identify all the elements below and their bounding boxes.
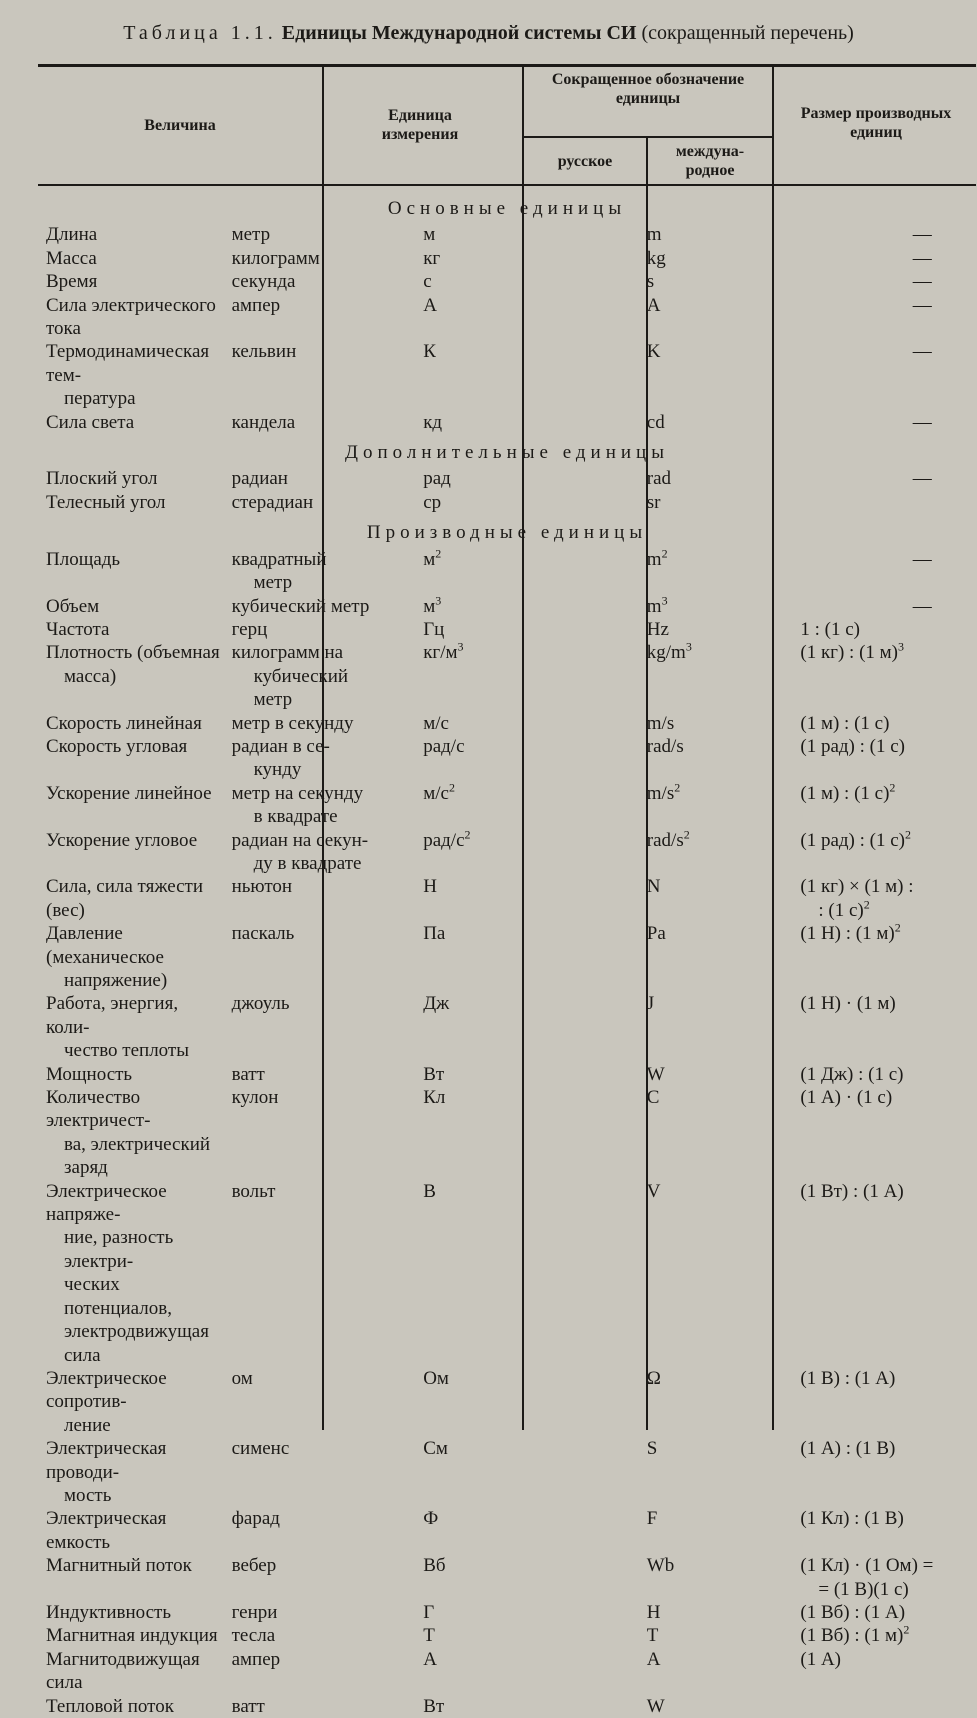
russian-abbrev-cell: с bbox=[423, 271, 432, 293]
russian-abbrev-cell: Кл bbox=[423, 1087, 446, 1109]
section-title: Дополнительные единицы bbox=[345, 442, 669, 464]
quantity-cell: Плотность (объемная масса) bbox=[46, 642, 220, 687]
unit-cell: кубический метр bbox=[231, 595, 370, 617]
table-row bbox=[38, 875, 976, 922]
russian-abbrev-cell: Вт bbox=[423, 1063, 445, 1085]
header-abbrev: Сокращенное обозначение единицы bbox=[551, 71, 745, 107]
table-row bbox=[38, 641, 976, 711]
dimension-cell: — bbox=[912, 595, 932, 617]
header-unit: Единица измерения bbox=[381, 107, 459, 143]
table-title-suffix: (сокращенный перечень) bbox=[641, 22, 854, 44]
dimension-cell: (1 В) : (1 А) bbox=[800, 1367, 896, 1389]
dimension-cell bbox=[788, 491, 976, 514]
russian-abbrev-cell: рад/$с^2$ bbox=[423, 827, 471, 851]
header-russian: русское bbox=[557, 153, 613, 170]
quantity-cell: Термодинамическая тем- пература bbox=[46, 341, 210, 410]
unit-cell: квадратный метр bbox=[231, 548, 327, 594]
table-row bbox=[38, 829, 976, 876]
table-title bbox=[0, 22, 977, 45]
russian-abbrev-cell: Вт bbox=[423, 1695, 445, 1717]
international-abbrev-cell: $m^2$ bbox=[646, 546, 668, 570]
russian-abbrev-cell: $м^2$ bbox=[423, 546, 442, 570]
russian-abbrev-cell: м bbox=[423, 224, 436, 246]
quantity-cell: Масса bbox=[46, 247, 97, 269]
quantity-cell: Электрическое сопротив- ление bbox=[46, 1367, 167, 1436]
unit-cell: ампер bbox=[231, 1648, 281, 1670]
unit-cell: ватт bbox=[231, 1695, 265, 1717]
international-abbrev-cell: A bbox=[646, 294, 661, 316]
international-abbrev-cell: K bbox=[646, 341, 661, 363]
table-row bbox=[38, 548, 976, 595]
table-number: Таблица 1.1. bbox=[123, 22, 277, 44]
quantity-cell: Ускорение линейное bbox=[46, 782, 212, 804]
dimension-cell: (1 кг) : (1 м)$^3$ bbox=[800, 639, 905, 664]
russian-abbrev-cell: Па bbox=[423, 923, 446, 945]
dimension-cell: (1 м) : (1 с) bbox=[800, 712, 890, 734]
dimension-cell: 1 : (1 с) bbox=[800, 618, 860, 640]
quantity-cell: Время bbox=[46, 271, 98, 293]
unit-cell: сименс bbox=[231, 1438, 290, 1460]
quantity-cell: Давление (механическое напряжение) bbox=[46, 923, 168, 991]
international-abbrev-cell: $m^3$ bbox=[646, 593, 668, 617]
russian-abbrev-cell: ср bbox=[423, 491, 442, 513]
dimension-cell: (1 Вб) : (1 А) bbox=[800, 1601, 906, 1623]
table-row bbox=[38, 294, 976, 341]
quantity-cell: Скорость линейная bbox=[46, 712, 202, 734]
quantity-cell: Тепловой поток bbox=[46, 1695, 174, 1717]
russian-abbrev-cell: Н bbox=[423, 876, 437, 898]
unit-cell: паскаль bbox=[231, 923, 295, 945]
international-abbrev-cell: J bbox=[646, 993, 655, 1015]
abbrev-sub-rule bbox=[524, 136, 772, 138]
dimension-cell: (1 Н) · (1 м) bbox=[800, 993, 896, 1015]
table-row bbox=[38, 782, 976, 829]
table-row bbox=[38, 595, 976, 618]
international-abbrev-cell: s bbox=[646, 271, 655, 293]
unit-cell: килограмм bbox=[231, 247, 320, 269]
unit-cell: радиан bbox=[231, 468, 288, 490]
international-abbrev-cell: W bbox=[646, 1695, 665, 1717]
international-abbrev-cell: rad/$s^2$ bbox=[646, 827, 690, 851]
russian-abbrev-cell: В bbox=[423, 1180, 436, 1202]
quantity-cell: Магнитная индукция bbox=[46, 1625, 218, 1647]
dimension-cell: (1 Кл) : (1 В) bbox=[800, 1508, 904, 1530]
table-row bbox=[38, 1367, 976, 1437]
international-abbrev-cell: m/s bbox=[646, 712, 675, 734]
unit-cell: вебер bbox=[231, 1555, 277, 1577]
quantity-cell: Плоский угол bbox=[46, 468, 158, 490]
table-row bbox=[38, 467, 976, 490]
international-abbrev-cell: F bbox=[646, 1508, 658, 1530]
quantity-cell: Индуктивность bbox=[46, 1601, 172, 1623]
dimension-cell: (1 Н) : (1 м)$^2$ bbox=[800, 920, 901, 945]
russian-abbrev-cell: См bbox=[423, 1438, 448, 1460]
international-abbrev-cell: H bbox=[646, 1601, 661, 1623]
dimension-cell: — bbox=[912, 247, 932, 269]
unit-cell: радиан на секун- ду в квадрате bbox=[231, 829, 369, 874]
international-abbrev-cell: $kg/m^3$ bbox=[646, 639, 692, 664]
quantity-cell: Магнитодвижущая сила bbox=[46, 1648, 200, 1694]
quantity-cell: Скорость угловая bbox=[46, 735, 188, 757]
international-abbrev-cell: m bbox=[646, 224, 662, 246]
dimension-cell: (1 Вб) : (1 м)$^2$ bbox=[800, 1623, 910, 1647]
table-row bbox=[38, 1554, 976, 1601]
russian-abbrev-cell: Гц bbox=[423, 618, 445, 640]
international-abbrev-cell: A bbox=[646, 1648, 661, 1670]
section-header bbox=[38, 514, 976, 547]
international-abbrev-cell: C bbox=[646, 1087, 660, 1109]
russian-abbrev-cell: $м^3$ bbox=[423, 593, 442, 617]
russian-abbrev-cell: А bbox=[423, 1648, 437, 1670]
russian-abbrev-cell: рад/с bbox=[423, 735, 465, 757]
unit-cell: кельвин bbox=[231, 341, 297, 363]
header-top-rule bbox=[38, 64, 976, 67]
russian-abbrev-cell: кг bbox=[423, 247, 441, 269]
dimension-cell: — bbox=[912, 294, 932, 316]
section-header bbox=[38, 434, 976, 467]
international-abbrev-cell: Hz bbox=[646, 618, 669, 640]
table-row bbox=[38, 712, 976, 735]
quantity-cell: Сила света bbox=[46, 411, 135, 433]
table-row bbox=[38, 1086, 976, 1180]
unit-cell: ом bbox=[231, 1367, 253, 1389]
international-abbrev-cell: rad/s bbox=[646, 735, 684, 757]
international-abbrev-cell: W bbox=[646, 1063, 665, 1085]
quantity-cell: Электрическое напряже- ние, разность электри- ческих потенциалов, электродвижущая сила bbox=[46, 1180, 209, 1366]
table-row bbox=[38, 1063, 976, 1086]
unit-cell: килограмм на кубический метр bbox=[231, 642, 349, 711]
unit-cell: ватт bbox=[231, 1063, 265, 1085]
international-abbrev-cell: Pa bbox=[646, 923, 666, 945]
unit-cell: ампер bbox=[231, 294, 281, 316]
table-row bbox=[38, 247, 976, 270]
table-row bbox=[38, 411, 976, 434]
quantity-cell: Ускорение угловое bbox=[46, 829, 198, 851]
unit-cell: генри bbox=[231, 1601, 278, 1623]
quantity-cell: Магнитный поток bbox=[46, 1555, 192, 1577]
table-row bbox=[38, 1648, 976, 1695]
dimension-cell: — bbox=[912, 271, 932, 293]
quantity-cell: Объем bbox=[46, 595, 100, 617]
international-abbrev-cell: kg bbox=[646, 247, 666, 269]
section-title: Производные единицы bbox=[366, 522, 648, 544]
dimension-cell: (1 кг) × (1 м) : : (1 с)$^2$ bbox=[800, 876, 914, 921]
russian-abbrev-cell: Вб bbox=[423, 1555, 446, 1577]
header-quantity: Величина bbox=[144, 117, 216, 134]
header-dimension: Размер производных единиц bbox=[800, 105, 952, 141]
dimension-cell: (1 А) · (1 с) bbox=[800, 1087, 893, 1109]
table-row bbox=[38, 1180, 976, 1367]
russian-abbrev-cell: Г bbox=[423, 1601, 435, 1623]
international-abbrev-cell: N bbox=[646, 876, 661, 898]
unit-cell: метр в секунду bbox=[231, 712, 354, 734]
unit-cell: герц bbox=[231, 618, 268, 640]
table-row bbox=[38, 491, 976, 514]
russian-abbrev-cell: А bbox=[423, 294, 437, 316]
dimension-cell: (1 А) bbox=[800, 1648, 842, 1670]
russian-abbrev-cell: К bbox=[423, 341, 436, 363]
dimension-cell bbox=[788, 1695, 976, 1718]
table-row bbox=[38, 922, 976, 992]
russian-abbrev-cell: рад bbox=[423, 468, 451, 490]
russian-abbrev-cell: Дж bbox=[423, 993, 450, 1015]
unit-cell: ньютон bbox=[231, 876, 293, 898]
russian-abbrev-cell: $кг/м^3$ bbox=[423, 639, 464, 664]
unit-cell: радиан в се- кунду bbox=[231, 735, 330, 781]
quantity-cell: Площадь bbox=[46, 548, 121, 570]
russian-abbrev-cell: Ф bbox=[423, 1508, 439, 1530]
unit-cell: вольт bbox=[231, 1180, 276, 1202]
russian-abbrev-cell: м/с bbox=[423, 712, 449, 734]
dimension-cell: (1 А) : (1 В) bbox=[800, 1438, 896, 1460]
dimension-cell: — bbox=[912, 341, 932, 363]
table-row bbox=[38, 1624, 976, 1647]
dimension-cell: (1 рад) : (1 с)$^2$ bbox=[800, 827, 911, 851]
unit-cell: стерадиан bbox=[231, 491, 314, 513]
international-abbrev-cell: cd bbox=[646, 411, 665, 433]
international-abbrev-cell: T bbox=[646, 1625, 659, 1647]
table-title-bold: Единицы Международной системы СИ bbox=[281, 22, 637, 44]
header-bottom-rule bbox=[38, 184, 976, 186]
quantity-cell: Длина bbox=[46, 224, 98, 246]
table-row bbox=[38, 223, 976, 246]
unit-cell: метр bbox=[231, 224, 271, 246]
quantity-cell: Электрическая проводи- мость bbox=[46, 1438, 167, 1506]
units-table bbox=[38, 190, 976, 1718]
russian-abbrev-cell: Ом bbox=[423, 1367, 449, 1389]
unit-cell: джоуль bbox=[231, 993, 290, 1015]
table-row bbox=[38, 992, 976, 1062]
dimension-cell: (1 Вт) : (1 А) bbox=[800, 1180, 904, 1202]
quantity-cell: Работа, энергия, коли- чество теплоты bbox=[46, 993, 189, 1062]
dimension-cell: (1 м) : (1 с)$^2$ bbox=[800, 780, 896, 804]
international-abbrev-cell: V bbox=[646, 1180, 661, 1202]
table-row bbox=[38, 270, 976, 293]
international-abbrev-cell: $m/s^2$ bbox=[646, 780, 681, 804]
table-row bbox=[38, 1437, 976, 1507]
quantity-cell: Сила, сила тяжести (вес) bbox=[46, 876, 204, 921]
table-row bbox=[38, 1695, 976, 1718]
unit-cell: тесла bbox=[231, 1625, 276, 1647]
international-abbrev-cell: Wb bbox=[646, 1555, 675, 1577]
table-row bbox=[38, 735, 976, 782]
unit-cell: кулон bbox=[231, 1087, 279, 1109]
table-row bbox=[38, 1507, 976, 1554]
unit-cell: метр на секунду в квадрате bbox=[231, 782, 364, 828]
header-international: междуна-родное bbox=[675, 143, 745, 179]
dimension-cell: — bbox=[912, 224, 932, 246]
dimension-cell: (1 рад) : (1 с) bbox=[800, 735, 905, 757]
quantity-cell: Количество электричест- ва, электрический заряд bbox=[46, 1087, 211, 1179]
russian-abbrev-cell: кд bbox=[423, 411, 443, 433]
international-abbrev-cell: Ω bbox=[646, 1367, 661, 1389]
table-row bbox=[38, 1601, 976, 1624]
russian-abbrev-cell: Т bbox=[423, 1625, 435, 1647]
quantity-cell: Телесный угол bbox=[46, 491, 166, 513]
unit-cell: фарад bbox=[231, 1508, 280, 1530]
international-abbrev-cell: S bbox=[646, 1438, 658, 1460]
quantity-cell: Мощность bbox=[46, 1063, 133, 1085]
quantity-cell: Частота bbox=[46, 618, 110, 640]
table-row bbox=[38, 618, 976, 641]
quantity-cell: Электрическая емкость bbox=[46, 1508, 167, 1553]
russian-abbrev-cell: $м/с^2$ bbox=[423, 780, 455, 804]
dimension-cell: (1 Кл) · (1 Ом) = = (1 В)(1 с) bbox=[800, 1555, 934, 1600]
international-abbrev-cell: sr bbox=[646, 491, 661, 513]
quantity-cell: Сила электрического тока bbox=[46, 294, 216, 340]
section-header bbox=[38, 190, 976, 223]
table-row bbox=[38, 340, 976, 410]
dimension-cell: — bbox=[912, 411, 932, 433]
dimension-cell: — bbox=[912, 548, 932, 570]
dimension-cell: — bbox=[912, 468, 932, 490]
dimension-cell: (1 Дж) : (1 с) bbox=[800, 1063, 904, 1085]
unit-cell: секунда bbox=[231, 271, 296, 293]
international-abbrev-cell: rad bbox=[646, 468, 672, 490]
section-title: Основные единицы bbox=[387, 198, 627, 219]
unit-cell: кандела bbox=[231, 411, 296, 433]
